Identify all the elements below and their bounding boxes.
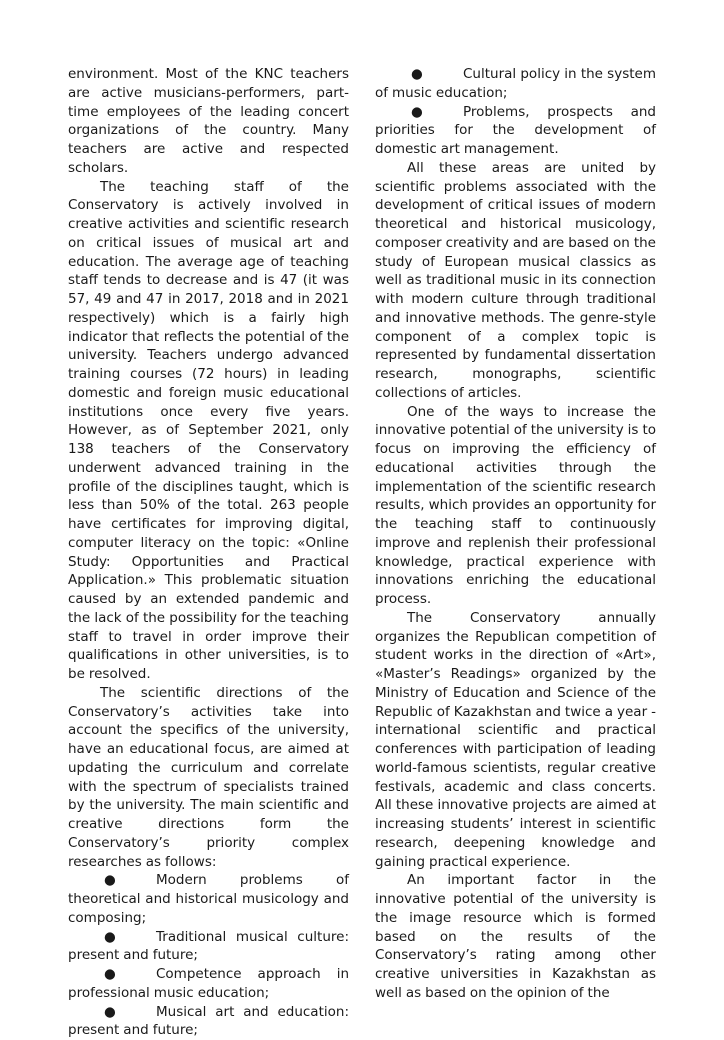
left-column xyxy=(68,65,349,1040)
paragraph-research-areas: All these areas are united by scientific problems associated with the development of critical issues of modern theoretical and historical musicology, composer creativity and are based on the study of European musical classics as well as traditional music in its connection with modern culture through traditional and innovative methods. The genre-style component of a complex topic is represented by fundamental dissertation research, monographs, scientific collections of articles. xyxy=(375,159,656,403)
bullet-icon: ● xyxy=(104,928,156,947)
bullet-icon: ● xyxy=(411,65,463,84)
bullet-item xyxy=(68,1003,349,1040)
bullet-icon: ● xyxy=(104,1003,156,1022)
bullet-item xyxy=(68,928,349,966)
bullet-text: Modern problems of theoretical and historical musicology and composing; xyxy=(68,872,349,926)
bullet-icon: ● xyxy=(104,871,156,890)
bullet-text: Musical art and education: present and future; xyxy=(68,1004,349,1039)
paragraph-scientific-directions: The scientific directions of the Conservatory’s activities take into account the specifics of the university, have an educational focus, are aimed at updating the curriculum and correlate with the spectrum of specialists trained by the university. The main scientific and creative directions form the Conservatory’s priority complex researches as follows: xyxy=(68,684,349,872)
paragraph-image-resource: An important factor in the innovative potential of the university is the image resource which is formed based on the results of the Conservatory’s rating among other creative universities in Kazakhstan as well as based on the opinion of the xyxy=(375,871,656,1002)
right-column xyxy=(375,65,656,1003)
bullet-item xyxy=(375,65,656,103)
paragraph-innovative-potential: One of the ways to increase the innovative potential of the university is to focus on improving the efficiency of educational activities through the implementation of the scientific research results, which provides an opportunity for the teaching staff to continuously improve and replenish their professional knowledge, practical experience with innovations enriching the educational process. xyxy=(375,403,656,609)
bullet-text: Traditional musical culture: present and future; xyxy=(68,929,349,964)
paragraph-continued: environment. Most of the KNC teachers are active musicians-performers, part-time employees of the leading concert organizations of the country. Many teachers are active and respected scholars. xyxy=(68,65,349,178)
bullet-item xyxy=(375,103,656,159)
paragraph-teaching-staff: The teaching staff of the Conservatory is actively involved in creative activities and scientific research on critical issues of musical art and education. The average age of teaching staff tends to decrease and is 47 (it was 57, 49 and 47 in 2017, 2018 and in 2021 respectively) which is a fairly high indicator that reflects the potential of the university. Teachers undergo advanced training courses (72 hours) in leading domestic and foreign music educational institutions once every five years. However, as of September 2021, only 138 teachers of the Conservatory underwent advanced training in the profile of the disciplines taught, which is less than 50% of the total. 263 people have certificates for improving digital, computer literacy on the topic: «Online Study: Opportunities and Practical Application.» This problematic situation caused by an extended pandemic and the lack of the possibility for the teaching staff to travel in order improve their qualifications in other universities, is to be resolved. xyxy=(68,178,349,684)
bullet-item xyxy=(68,871,349,927)
bullet-item xyxy=(68,965,349,1003)
paragraph-competitions: The Conservatory annually organizes the Republican competition of student works in the direction of «Art», «Master’s Readings» organized by the Ministry of Education and Science of the Republic of Kazakhstan and twice a year - international scientific and practical conferences with participation of leading world-famous scientists, regular creative festivals, academic and class concerts. All these innovative projects are aimed at increasing students’ interest in scientific research, deepening knowledge and gaining practical experience. xyxy=(375,609,656,872)
bullet-icon: ● xyxy=(104,965,156,984)
bullet-text: Competence approach in professional music education; xyxy=(68,966,349,1001)
bullet-text: Problems, prospects and priorities for the development of domestic art management. xyxy=(375,104,656,158)
bullet-icon: ● xyxy=(411,103,463,122)
bullet-text: Cultural policy in the system of music education; xyxy=(375,66,656,101)
